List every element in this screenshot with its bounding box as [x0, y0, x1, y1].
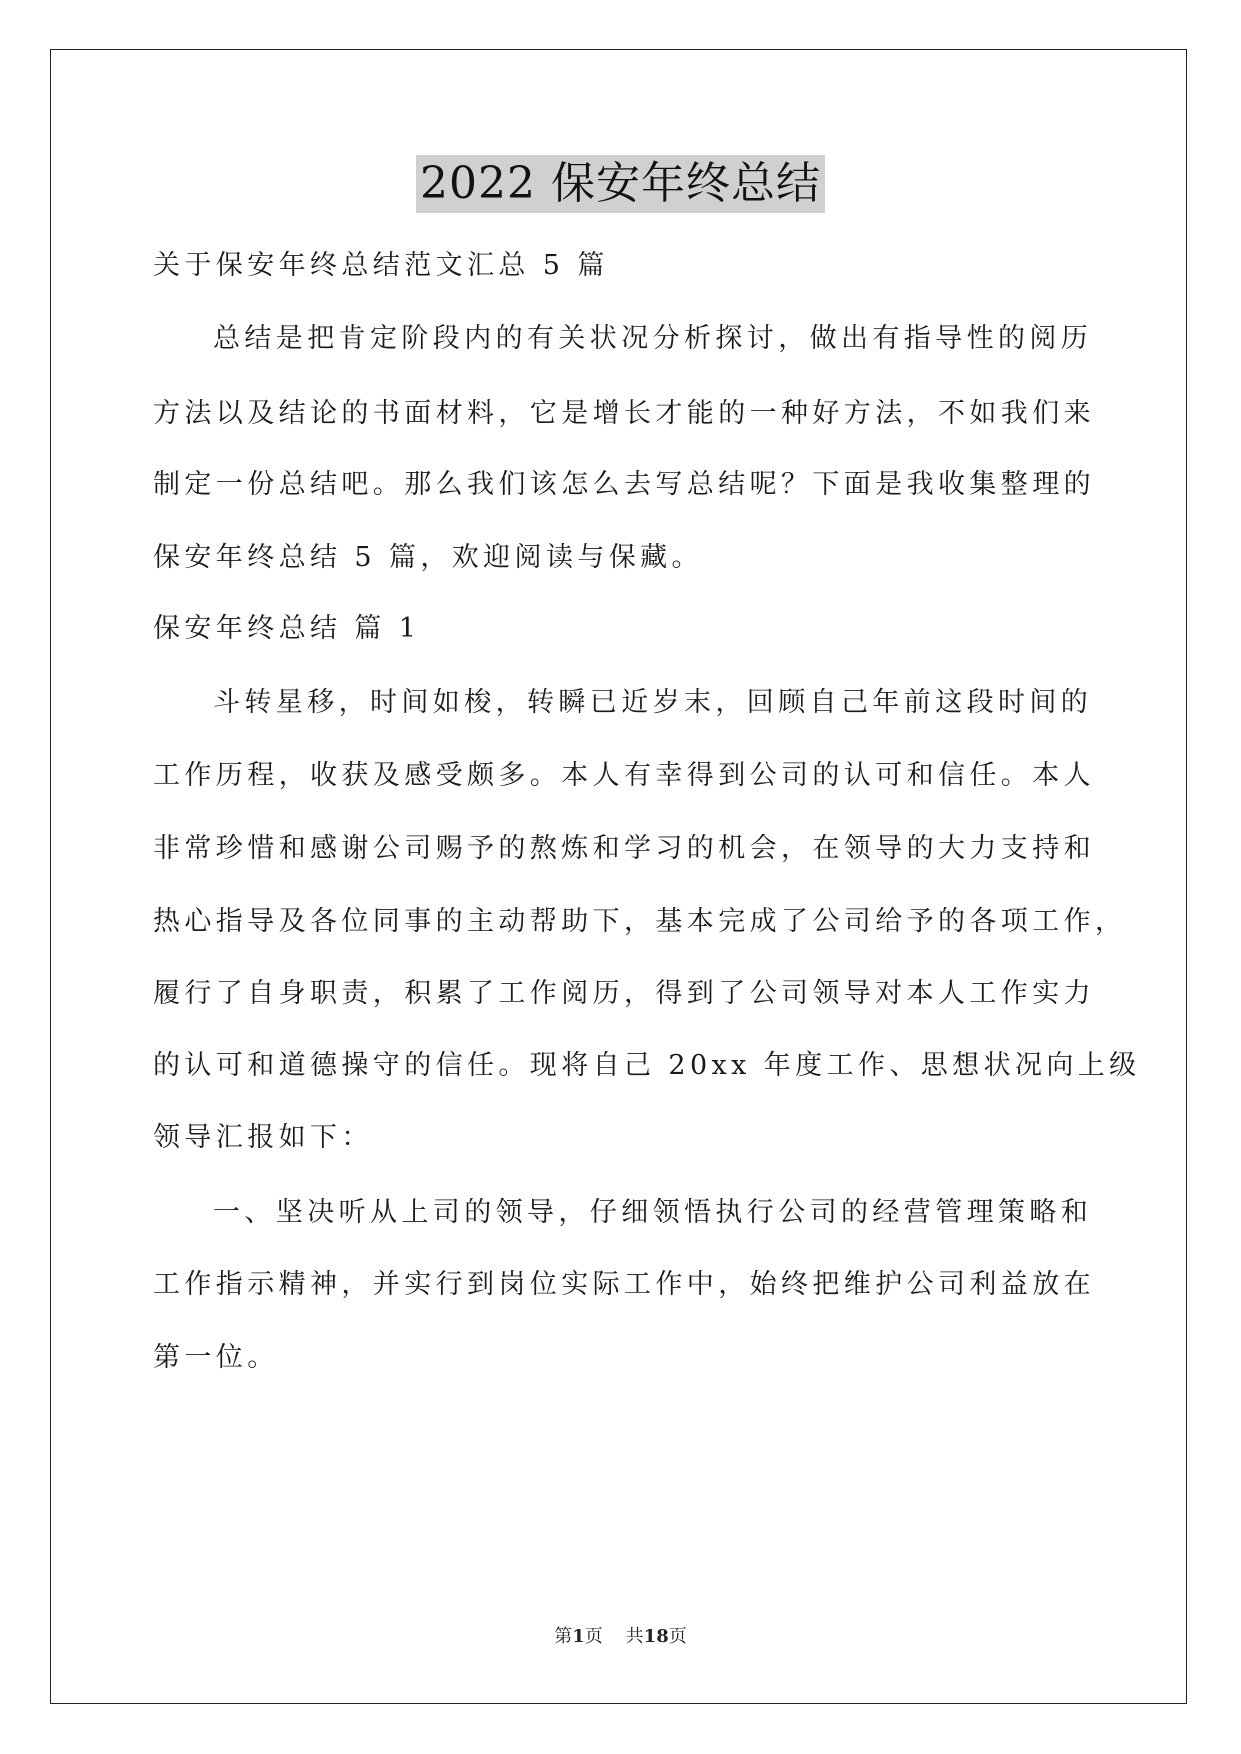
paragraph-line: 斗转星移，时间如梭，转瞬已近岁末，回顾自己年前这段时间的 — [213, 687, 1093, 718]
page-prefix: 第 — [554, 1626, 573, 1647]
paragraph-line: 工作指示精神，并实行到岗位实际工作中，始终把维护公司利益放在 — [153, 1269, 1095, 1300]
paragraph-line: 第一位。 — [153, 1342, 279, 1373]
subtitle-line: 关于保安年终总结范文汇总 5 篇 — [153, 250, 609, 281]
title-container — [0, 155, 1241, 213]
paragraph-line: 的认可和道德操守的信任。现将自己 20xx 年度工作、思想状况向上级 — [153, 1050, 1141, 1081]
paragraph-line: 热心指导及各位同事的主动帮助下，基本完成了公司给予的各项工作， — [153, 906, 1127, 937]
paragraph-line: 非常珍惜和感谢公司赐予的熬炼和学习的机会，在领导的大力支持和 — [153, 833, 1095, 864]
total-pages: 18 — [643, 1626, 669, 1647]
page-number: 1 — [572, 1626, 585, 1647]
paragraph-line: 工作历程，收获及感受颇多。本人有幸得到公司的认可和信任。本人 — [153, 760, 1095, 791]
total-prefix: 共 — [625, 1626, 644, 1647]
total-suffix: 页 — [668, 1626, 687, 1647]
page-border — [50, 49, 1187, 1704]
page-footer — [0, 1622, 1241, 1648]
section-heading: 保安年终总结 篇 1 — [153, 613, 421, 644]
paragraph-line: 一、坚决听从上司的领导，仔细领悟执行公司的经营管理策略和 — [213, 1197, 1093, 1228]
page-suffix: 页 — [584, 1626, 603, 1647]
paragraph-line: 保安年终总结 5 篇，欢迎阅读与保藏。 — [153, 542, 703, 573]
paragraph-line: 方法以及结论的书面材料，它是增长才能的一种好方法，不如我们来 — [153, 398, 1095, 429]
paragraph-line: 领导汇报如下： — [153, 1122, 373, 1153]
paragraph-line: 履行了自身职责，积累了工作阅历，得到了公司领导对本人工作实力 — [153, 978, 1095, 1009]
paragraph-line: 制定一份总结吧。那么我们该怎么去写总结呢？下面是我收集整理的 — [153, 469, 1095, 500]
paragraph-line: 总结是把肯定阶段内的有关状况分析探讨，做出有指导性的阅历 — [213, 323, 1093, 354]
document-title: 2022 保安年终总结 — [416, 155, 825, 213]
